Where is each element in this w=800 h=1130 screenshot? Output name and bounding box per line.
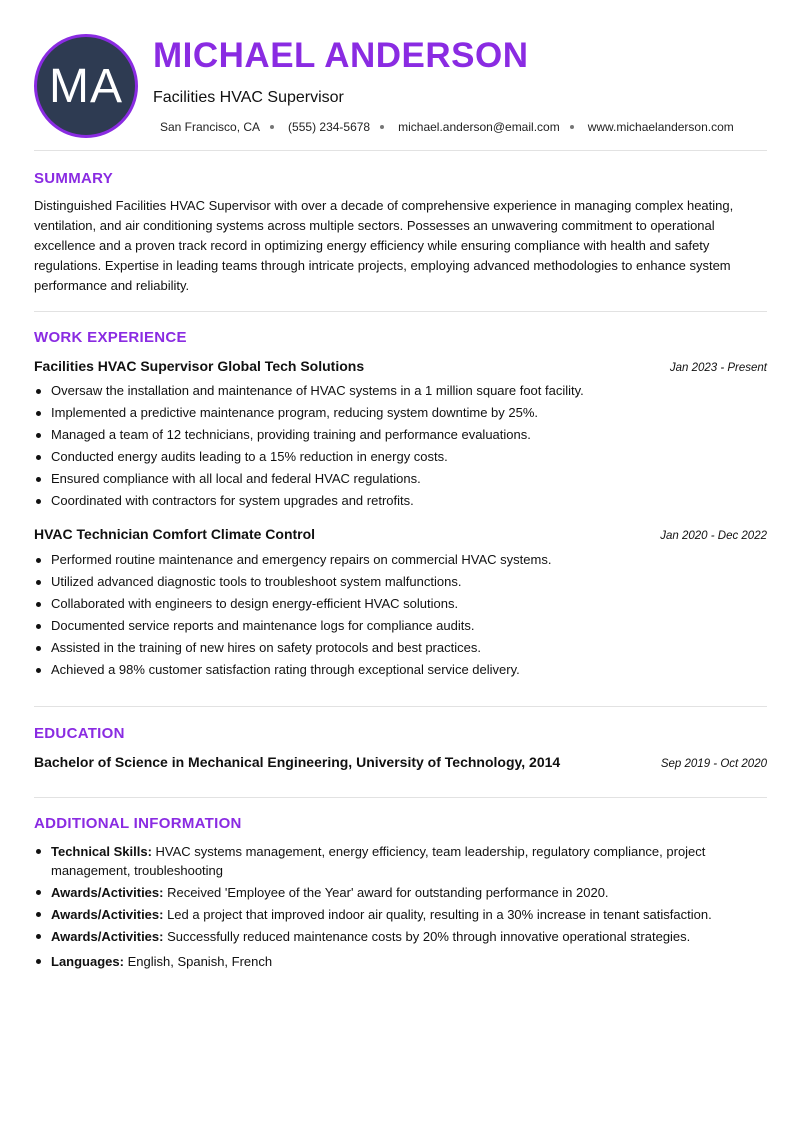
list-item [34, 952, 767, 971]
job-title: HVAC Technician Comfort Climate Control [34, 526, 316, 542]
candidate-title: Facilities HVAC Supervisor [153, 89, 344, 106]
info-label: Awards/Activities: [51, 907, 164, 922]
education-degree: Bachelor of Science in Mechanical Engineering, University of Technology, 2014 [34, 754, 561, 770]
contact-phone: (555) 234-5678 [288, 120, 371, 134]
contact-website[interactable]: www.michaelanderson.com [587, 120, 734, 134]
info-label: Languages: [51, 954, 124, 969]
list-item [34, 883, 767, 902]
job-dates: Jan 2020 - Dec 2022 [660, 530, 767, 542]
list-item: Oversaw the installation and maintenance of HVAC systems in a 1 million square foot facility. [34, 380, 767, 402]
education-heading: EDUCATION [34, 725, 125, 742]
education-entry [34, 754, 767, 770]
info-text: Successfully reduced maintenance costs by 20% through innovative operational strategies. [163, 929, 691, 944]
resume-header [0, 0, 800, 150]
job-bullets [34, 380, 767, 512]
info-text: Received 'Employee of the Year' award for outstanding performance in 2020. [163, 885, 609, 900]
divider [34, 311, 767, 312]
list-item: Assisted in the training of new hires on safety protocols and best practices. [34, 637, 767, 659]
contact-location: San Francisco, CA [160, 120, 261, 134]
additional-list [34, 842, 767, 974]
list-item: Ensured compliance with all local and federal HVAC regulations. [34, 468, 767, 490]
list-item: Utilized advanced diagnostic tools to troubleshoot system malfunctions. [34, 571, 767, 593]
separator-dot-icon [380, 125, 384, 129]
divider [34, 150, 767, 151]
list-item [34, 842, 767, 880]
divider [34, 797, 767, 798]
list-item: Managed a team of 12 technicians, providing training and performance evaluations. [34, 424, 767, 446]
list-item: Conducted energy audits leading to a 15% reduction in energy costs. [34, 446, 767, 468]
contact-line [160, 120, 734, 134]
job-header [34, 526, 767, 542]
list-item [34, 927, 767, 946]
job-header [34, 358, 767, 374]
list-item [34, 905, 767, 924]
list-item: Implemented a predictive maintenance program, reducing system downtime by 25%. [34, 402, 767, 424]
candidate-name: MICHAEL ANDERSON [153, 36, 529, 75]
job-bullets [34, 549, 767, 681]
additional-heading: ADDITIONAL INFORMATION [34, 815, 242, 832]
summary-text: Distinguished Facilities HVAC Supervisor with over a decade of comprehensive experience in managing complex heating, ventilation, and air conditioning systems across multiple sectors. Possesses an unwavering commitment to operational excellence and a proven track record in optimizing energy efficiency while ensuring compliance with health and safety regulations. Expertise in leading teams through intricate projects, employing advanced methodologies to enhance system performance and reliability. [34, 198, 734, 293]
info-text: HVAC systems management, energy efficiency, team leadership, regulatory compliance, project management, troubleshooting [51, 844, 706, 878]
info-label: Technical Skills: [51, 844, 152, 859]
list-item: Collaborated with engineers to design energy-efficient HVAC solutions. [34, 593, 767, 615]
list-item: Performed routine maintenance and emergency repairs on commercial HVAC systems. [34, 549, 767, 571]
list-item: Documented service reports and maintenance logs for compliance audits. [34, 615, 767, 637]
separator-dot-icon [270, 125, 274, 129]
list-item: Coordinated with contractors for system upgrades and retrofits. [34, 490, 767, 512]
job-title: Facilities HVAC Supervisor Global Tech Solutions [34, 358, 365, 374]
info-text: English, Spanish, French [123, 954, 273, 969]
contact-email[interactable]: michael.anderson@email.com [398, 120, 560, 134]
job-dates: Jan 2023 - Present [669, 362, 767, 374]
list-item: Achieved a 98% customer satisfaction rating through exceptional service delivery. [34, 659, 767, 681]
info-label: Awards/Activities: [51, 885, 164, 900]
divider [34, 706, 767, 707]
experience-heading: WORK EXPERIENCE [34, 329, 187, 346]
avatar [34, 34, 138, 138]
info-text: Led a project that improved indoor air quality, resulting in a 30% increase in tenant satisfaction. [163, 907, 712, 922]
info-label: Awards/Activities: [51, 929, 164, 944]
summary-heading: SUMMARY [34, 170, 114, 187]
avatar-initials: MA [49, 59, 123, 113]
education-dates: Sep 2019 - Oct 2020 [660, 758, 767, 770]
separator-dot-icon [570, 125, 574, 129]
